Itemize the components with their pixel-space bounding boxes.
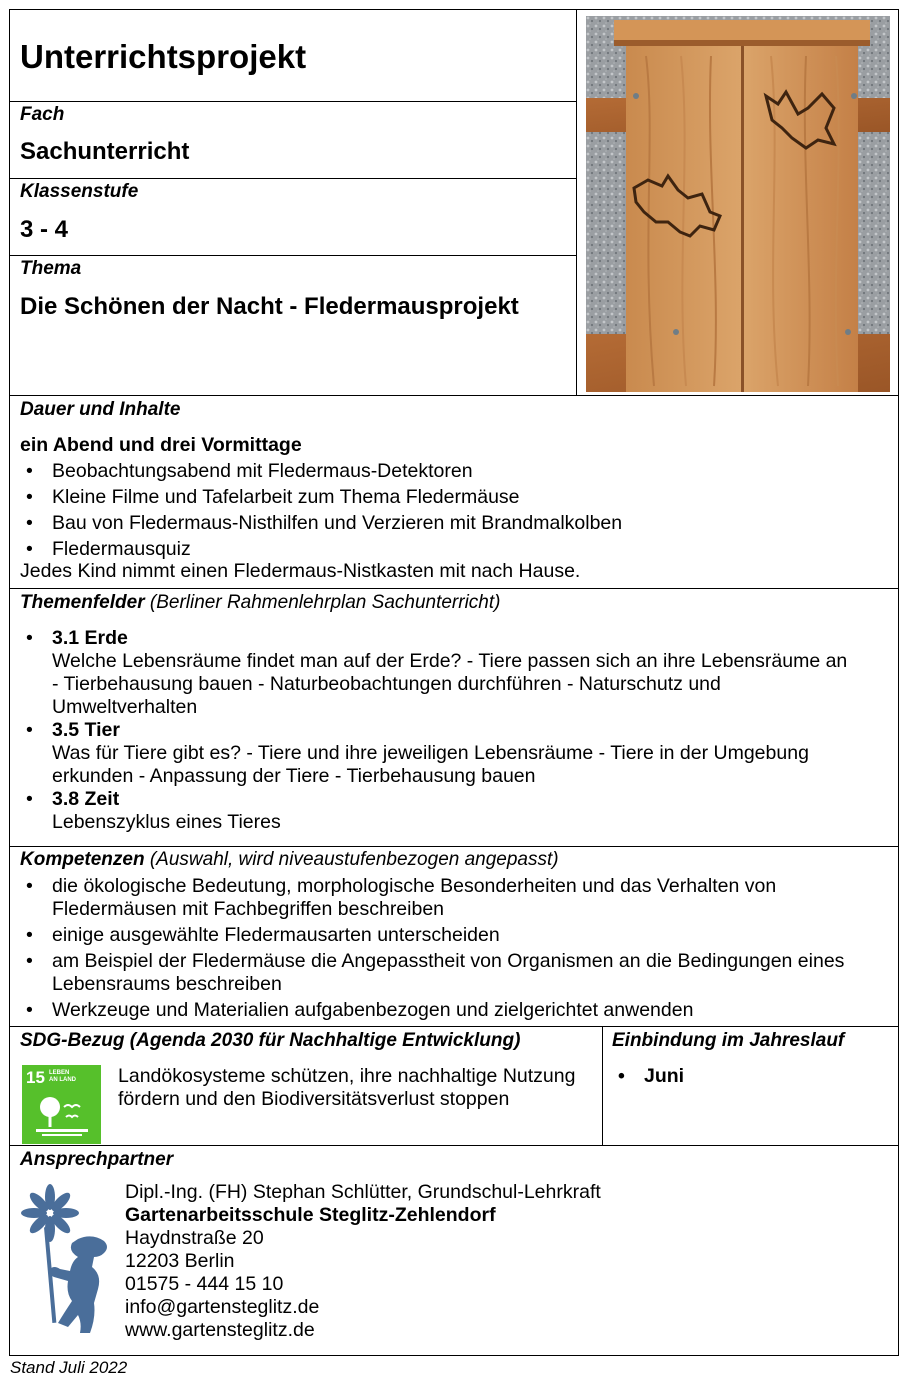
- berlin-bear-logo: [18, 1183, 118, 1343]
- dauer-label: Dauer und Inhalte: [20, 399, 181, 420]
- stand-date: Stand Juli 2022: [10, 1358, 128, 1377]
- jahreslauf-list: [612, 1065, 684, 1088]
- themenfelder-list: [20, 627, 890, 834]
- table-border-left: [9, 9, 10, 1356]
- kompetenzen-note: (Auswahl, wird niveaustufenbezogen angepasst): [149, 849, 559, 870]
- photo-bat-box: [586, 16, 890, 392]
- themenfelder-label: Themenfelder: [20, 592, 145, 613]
- list-item: • Fledermausquiz: [20, 536, 890, 562]
- dauer-section: [20, 432, 890, 584]
- themenfeld-title: • 3.5 Tier: [52, 719, 120, 741]
- sdg-text: [118, 1065, 575, 1111]
- kompetenz-line: • einige ausgewählte Fledermausarten unterscheiden: [52, 924, 500, 946]
- contact-name: Dipl.-Ing. (FH) Stephan Schlütter, Grundschul-Lehrkraft: [125, 1181, 601, 1203]
- table-border-right: [898, 9, 899, 1356]
- sdg-icon-number: 15: [26, 1068, 45, 1087]
- themenfelder-note: (Berliner Rahmenlehrplan Sachunterricht): [149, 592, 501, 613]
- dauer-heading: ein Abend und drei Vormittage: [20, 434, 302, 456]
- divider-6: [9, 846, 899, 847]
- contact-org: Gartenarbeitsschule Steglitz-Zehlendorf: [125, 1204, 496, 1226]
- sdg-text-line: Landökosysteme schützen, ihre nachhaltige Nutzung: [118, 1065, 576, 1087]
- list-item: [20, 627, 890, 719]
- page-title: Unterrichtsprojekt: [20, 38, 307, 75]
- divider-4: [9, 395, 899, 396]
- divider-5: [9, 588, 899, 589]
- contact-street: Haydnstraße 20: [125, 1227, 264, 1249]
- dauer-footer: Jedes Kind nimmt einen Fledermaus-Nistkasten mit nach Hause.: [20, 560, 581, 582]
- sdg-icon-text-2: AN LAND: [49, 1077, 76, 1083]
- list-item: [20, 950, 890, 996]
- divider-8: [9, 1145, 899, 1146]
- themenfeld-line: erkunden - Anpassung der Tiere - Tierbehausung bauen: [52, 765, 536, 787]
- themenfeld-line: Was für Tiere gibt es? - Tiere und ihre jeweiligen Lebensräume - Tiere in der Umgebung: [52, 742, 809, 764]
- fach-value: Sachunterricht: [20, 138, 190, 165]
- list-item: [20, 875, 890, 921]
- kompetenzen-list: [20, 875, 890, 1022]
- kompetenz-line: • die ökologische Bedeutung, morphologische Besonderheiten und das Verhalten von: [52, 875, 777, 897]
- kompetenz-line: • Werkzeuge und Materialien aufgabenbezogen und zielgerichtet anwenden: [52, 999, 694, 1021]
- table-border-top: [9, 9, 899, 10]
- themenfelder-header: [20, 592, 500, 614]
- list-item: [20, 719, 890, 788]
- thema-value: Die Schönen der Nacht - Fledermausprojekt: [20, 293, 519, 320]
- list-item: [20, 788, 890, 834]
- divider-2: [9, 178, 576, 179]
- fach-label: Fach: [20, 104, 65, 125]
- sdg-text-line: fördern und den Biodiversitätsverlust stoppen: [118, 1088, 510, 1110]
- list-item: • Juni: [612, 1065, 684, 1088]
- list-item: • Kleine Filme und Tafelarbeit zum Thema Fledermäuse: [20, 484, 890, 510]
- table-border-bottom: [9, 1355, 899, 1356]
- divider-sdg: [602, 1026, 603, 1146]
- kompetenzen-label: Kompetenzen: [20, 849, 145, 870]
- kompetenz-line: Lebensraums beschreiben: [52, 973, 282, 995]
- contact-phone: 01575 - 444 15 10: [125, 1273, 284, 1295]
- themenfeld-line: Umweltverhalten: [52, 696, 198, 718]
- themenfeld-line: Welche Lebensräume findet man auf der Erde? - Tiere passen sich an ihre Lebensräume an: [52, 650, 848, 672]
- contact-website[interactable]: www.gartensteglitz.de: [125, 1319, 315, 1341]
- dauer-list: [20, 458, 890, 562]
- divider-photo: [576, 9, 577, 395]
- klassenstufe-value: 3 - 4: [20, 216, 69, 243]
- contact-email[interactable]: info@gartensteglitz.de: [125, 1296, 320, 1318]
- kompetenz-line: • am Beispiel der Fledermäuse die Angepasstheit von Organismen an die Bedingungen eines: [52, 950, 845, 972]
- ansprechpartner-label: Ansprechpartner: [20, 1149, 174, 1170]
- themenfeld-line: Lebenszyklus eines Tieres: [52, 811, 281, 833]
- divider-7: [9, 1026, 899, 1027]
- sdg-15-icon: [22, 1065, 101, 1144]
- sdg-label: SDG-Bezug (Agenda 2030 für Nachhaltige Entwicklung): [20, 1030, 521, 1051]
- divider-3: [9, 255, 576, 256]
- klassenstufe-label: Klassenstufe: [20, 181, 139, 202]
- jahreslauf-label: Einbindung im Jahreslauf: [612, 1030, 845, 1051]
- list-item: • Beobachtungsabend mit Fledermaus-Detektoren: [20, 458, 890, 484]
- contact-city: 12203 Berlin: [125, 1250, 235, 1272]
- kompetenz-line: Fledermäusen mit Fachbegriffen beschreiben: [52, 898, 445, 920]
- sdg-icon-text-1: LEBEN: [49, 1070, 70, 1076]
- list-item: [20, 924, 890, 947]
- contact-block: [125, 1181, 601, 1342]
- themenfeld-title: • 3.8 Zeit: [52, 788, 120, 810]
- thema-label: Thema: [20, 258, 82, 279]
- themenfeld-title: • 3.1 Erde: [52, 627, 128, 649]
- list-item: • Bau von Fledermaus-Nisthilfen und Verzieren mit Brandmalkolben: [20, 510, 890, 536]
- tree-birds-icon: [36, 1093, 88, 1137]
- divider-1: [9, 101, 576, 102]
- kompetenzen-header: [20, 849, 559, 871]
- list-item: [20, 999, 890, 1022]
- themenfeld-line: - Tierbehausung bauen - Naturbeobachtungen durchführen - Naturschutz und: [52, 673, 721, 695]
